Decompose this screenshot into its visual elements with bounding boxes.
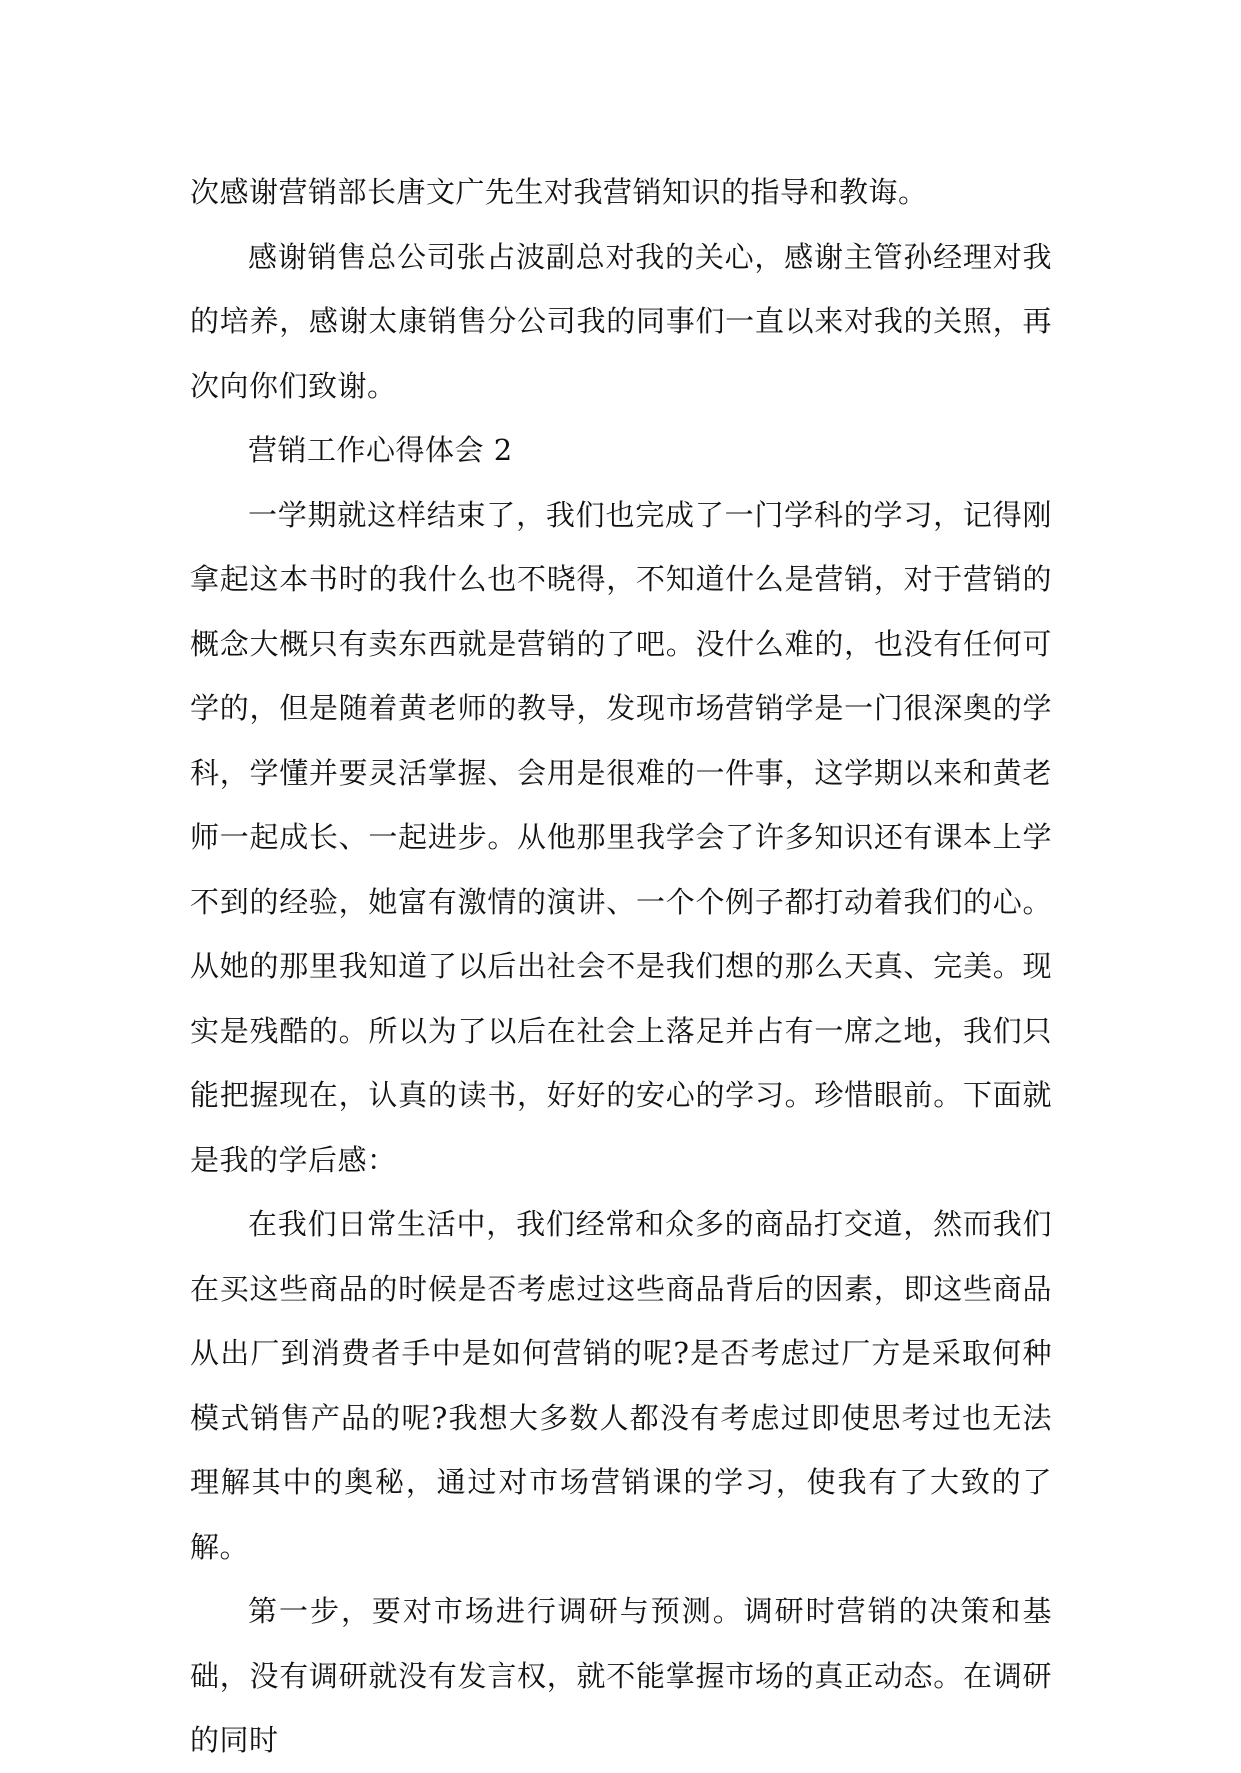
paragraph-continuation: 次感谢营销部长唐文广先生对我营销知识的指导和教诲。 — [190, 175, 928, 209]
section-heading: 营销工作心得体会 2 — [248, 433, 513, 467]
document-body — [190, 160, 1052, 1773]
paragraph-thanks: 感谢销售总公司张占波副总对我的关心，感谢主管孙经理对我的培养，感谢太康销售分公司我的同事们一直以来对我的关照，再次向你们致谢。 — [190, 239, 1052, 403]
paragraph-first-step: 第一步，要对市场进行调研与预测。调研时营销的决策和基础，没有调研就没有发言权，就不能掌握市场的真正动态。在调研的同时 — [190, 1594, 1052, 1757]
paragraph-daily-life: 在我们日常生活中，我们经常和众多的商品打交道，然而我们在买这些商品的时候是否考虑过这些商品背后的因素，即这些商品从出厂到消费者手中是如何营销的呢?是否考虑过厂方是采取何种模式销售产品的呢?我想大多数人都没有考虑过即使思考过也无法理解其中的奥秘，通过对市场营销课的学习，使我有了大致的了解。 — [190, 1207, 1052, 1564]
paragraph-semester-reflection: 一学期就这样结束了，我们也完成了一门学科的学习，记得刚拿起这本书时的我什么也不晓得，不知道什么是营销，对于营销的概念大概只有卖东西就是营销的了吧。没什么难的，也没有任何可学的，但是随着黄老师的教导，发现市场营销学是一门很深奥的学科，学懂并要灵活掌握、会用是很难的一件事，这学期以来和黄老师一起成长、一起进步。从他那里我学会了许多知识还有课本上学不到的经验，她富有激情的演讲、一个个例子都打动着我们的心。从她的那里我知道了以后出社会不是我们想的那么天真、完美。现实是残酷的。所以为了以后在社会上落足并占有一席之地，我们只能把握现在，认真的读书，好好的安心的学习。珍惜眼前。下面就是我的学后感： — [190, 497, 1052, 1177]
